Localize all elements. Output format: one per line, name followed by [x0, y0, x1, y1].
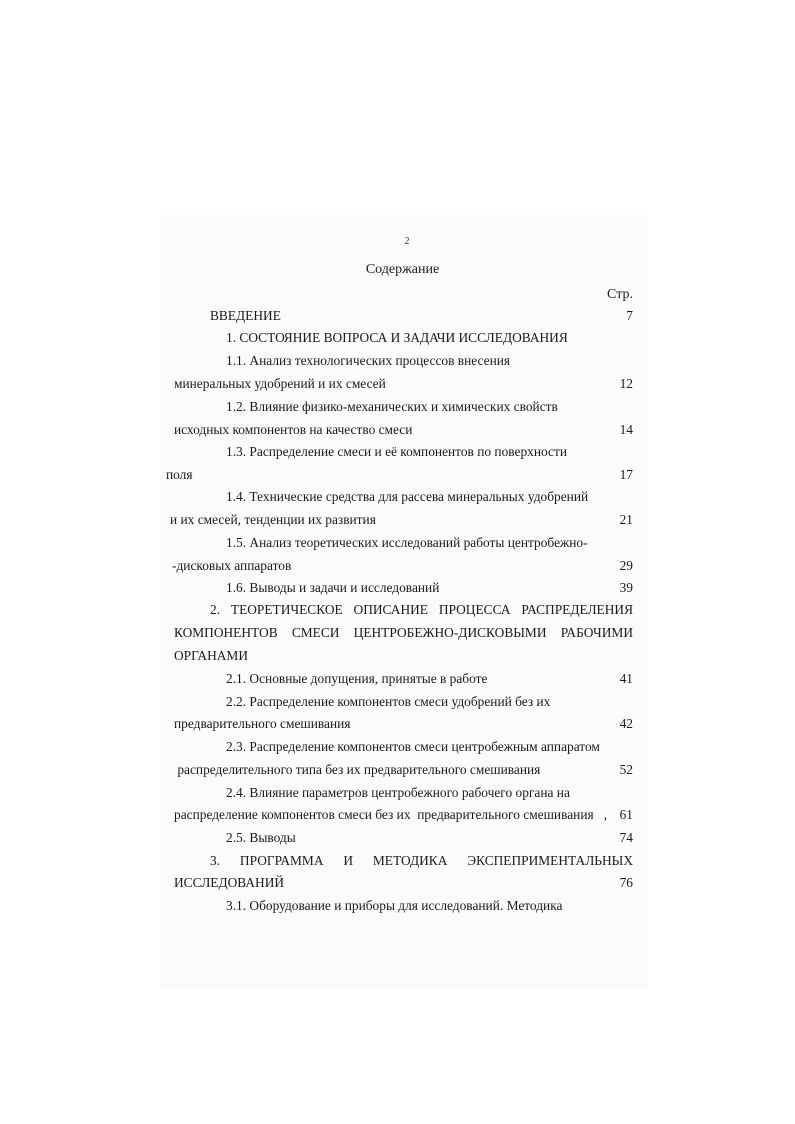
- toc-entry-text: 1.6. Выводы и задачи и исследований: [226, 580, 440, 595]
- toc-entry-2-2-line1: [174, 692, 633, 712]
- toc-entry-1-5-line2: [174, 556, 633, 576]
- toc-entry-text: 2.1. Основные допущения, принятые в работе: [226, 671, 488, 686]
- toc-entry-page: 61: [619, 807, 633, 822]
- toc-entry-text: 1.5. Анализ теоретических исследований работы центробежно-: [226, 535, 588, 550]
- toc-entry-page: 12: [619, 376, 633, 391]
- toc-entry-3-1: [174, 896, 633, 916]
- toc-entry-page: 39: [619, 580, 633, 595]
- toc-entry-text: распределительного типа без их предварительного смешивания: [174, 762, 541, 777]
- toc-entry-2-3-line2: [174, 760, 633, 780]
- toc-entry-1-2-line1: [174, 397, 633, 417]
- toc-chapter-2-line1: 2. ТЕОРЕТИЧЕСКОЕ ОПИСАНИЕ ПРОЦЕССА РАСПРЕДЕЛЕНИЯ: [210, 602, 633, 617]
- toc-entry-page: 29: [619, 558, 633, 573]
- toc-entry-page: 74: [619, 830, 633, 845]
- toc-entry-2-2-line2: [174, 714, 633, 734]
- toc-entry-page: 7: [626, 308, 633, 323]
- toc-entry-2-5: [174, 828, 633, 848]
- toc-entry-page: 14: [619, 422, 633, 437]
- toc-entry-text: поля: [166, 467, 193, 482]
- toc-entry-1-4-line2: [170, 510, 633, 530]
- toc-entry-2-4-line1: [174, 783, 633, 803]
- toc-entry-1-5-line1: [174, 533, 633, 553]
- toc-entry-1-6: [174, 578, 633, 598]
- toc-entry-text: 2.2. Распределение компонентов смеси удобрений без их: [226, 694, 551, 709]
- toc-entry-page: 17: [619, 467, 633, 482]
- toc-entry-text: и их смесей, тенденции их развития: [170, 512, 376, 527]
- page-number: 2: [404, 236, 410, 247]
- toc-entry-page: 52: [619, 762, 633, 777]
- toc-entry-text: ОРГАНАМИ: [174, 648, 248, 663]
- toc-entry-text: распределение компонентов смеси без их предварительного смешивания ,: [174, 807, 608, 822]
- toc-entry-2-3-line1: [174, 737, 633, 757]
- toc-entry-text: 2.4. Влияние параметров центробежного рабочего органа на: [226, 785, 570, 800]
- toc-entry-text: 2.5. Выводы: [226, 830, 296, 845]
- toc-entry-page: 21: [619, 512, 633, 527]
- toc-entry-1-4-line1: [174, 487, 633, 507]
- toc-entry-text: 1.4. Технические средства для рассева минеральных удобрений: [226, 489, 589, 504]
- toc-entry-1-2-line2: [174, 420, 633, 440]
- toc-entry-text: 2.3. Распределение компонентов смеси центробежным аппаратом: [226, 739, 600, 754]
- toc-entry-1-3-line1: [174, 442, 633, 462]
- pages-column-header: Стр.: [607, 287, 633, 302]
- toc-entry-intro: [174, 306, 633, 326]
- toc-entry-text: 1.3. Распределение смеси и её компонентов по поверхности: [226, 444, 568, 459]
- toc-entry-2-4-line2: [174, 805, 633, 825]
- toc-entry-text: 1.2. Влияние физико-механических и химических свойств: [226, 399, 558, 414]
- toc-chapter-2-line3: [174, 646, 633, 666]
- toc-entry-text: -дисковых аппаратов: [172, 558, 292, 573]
- toc-entry-text: ВВЕДЕНИЕ: [210, 308, 281, 323]
- toc-entry-1-3-line2: [166, 465, 633, 485]
- toc-chapter-1: [174, 328, 633, 348]
- toc-entry-2-1: [174, 669, 633, 689]
- toc-entry-page: 76: [619, 875, 633, 890]
- toc-entry-text: ИССЛЕДОВАНИЙ: [174, 875, 285, 890]
- toc-entry-page: 41: [619, 671, 633, 686]
- toc-entry-1-1-line1: [174, 351, 633, 371]
- toc-entry-text: 3.1. Оборудование и приборы для исследований. Методика: [226, 898, 563, 913]
- toc-chapter-3-line2: [174, 873, 633, 893]
- toc-entry-page: 42: [619, 716, 633, 731]
- page-title: Содержание: [365, 262, 440, 277]
- toc-entry-1-1-line2: [174, 374, 633, 394]
- toc-entry-text: исходных компонентов на качество смеси: [174, 422, 413, 437]
- toc-entry-text: 1.1. Анализ технологических процессов внесения: [226, 353, 511, 368]
- toc-entry-text: предварительного смешивания: [174, 716, 351, 731]
- toc-entry-text: 1. СОСТОЯНИЕ ВОПРОСА И ЗАДАЧИ ИССЛЕДОВАНИЯ: [226, 330, 568, 345]
- toc-entry-text: минеральных удобрений и их смесей: [174, 376, 386, 391]
- toc-chapter-3-line1: 3. ПРОГРАММА И МЕТОДИКА ЭКСПЕПРИМЕНТАЛЬНЫХ: [210, 853, 633, 868]
- toc-chapter-2-line2: КОМПОНЕНТОВ СМЕСИ ЦЕНТРОБЕЖНО-ДИСКОВЫМИ РАБОЧИМИ: [174, 625, 633, 640]
